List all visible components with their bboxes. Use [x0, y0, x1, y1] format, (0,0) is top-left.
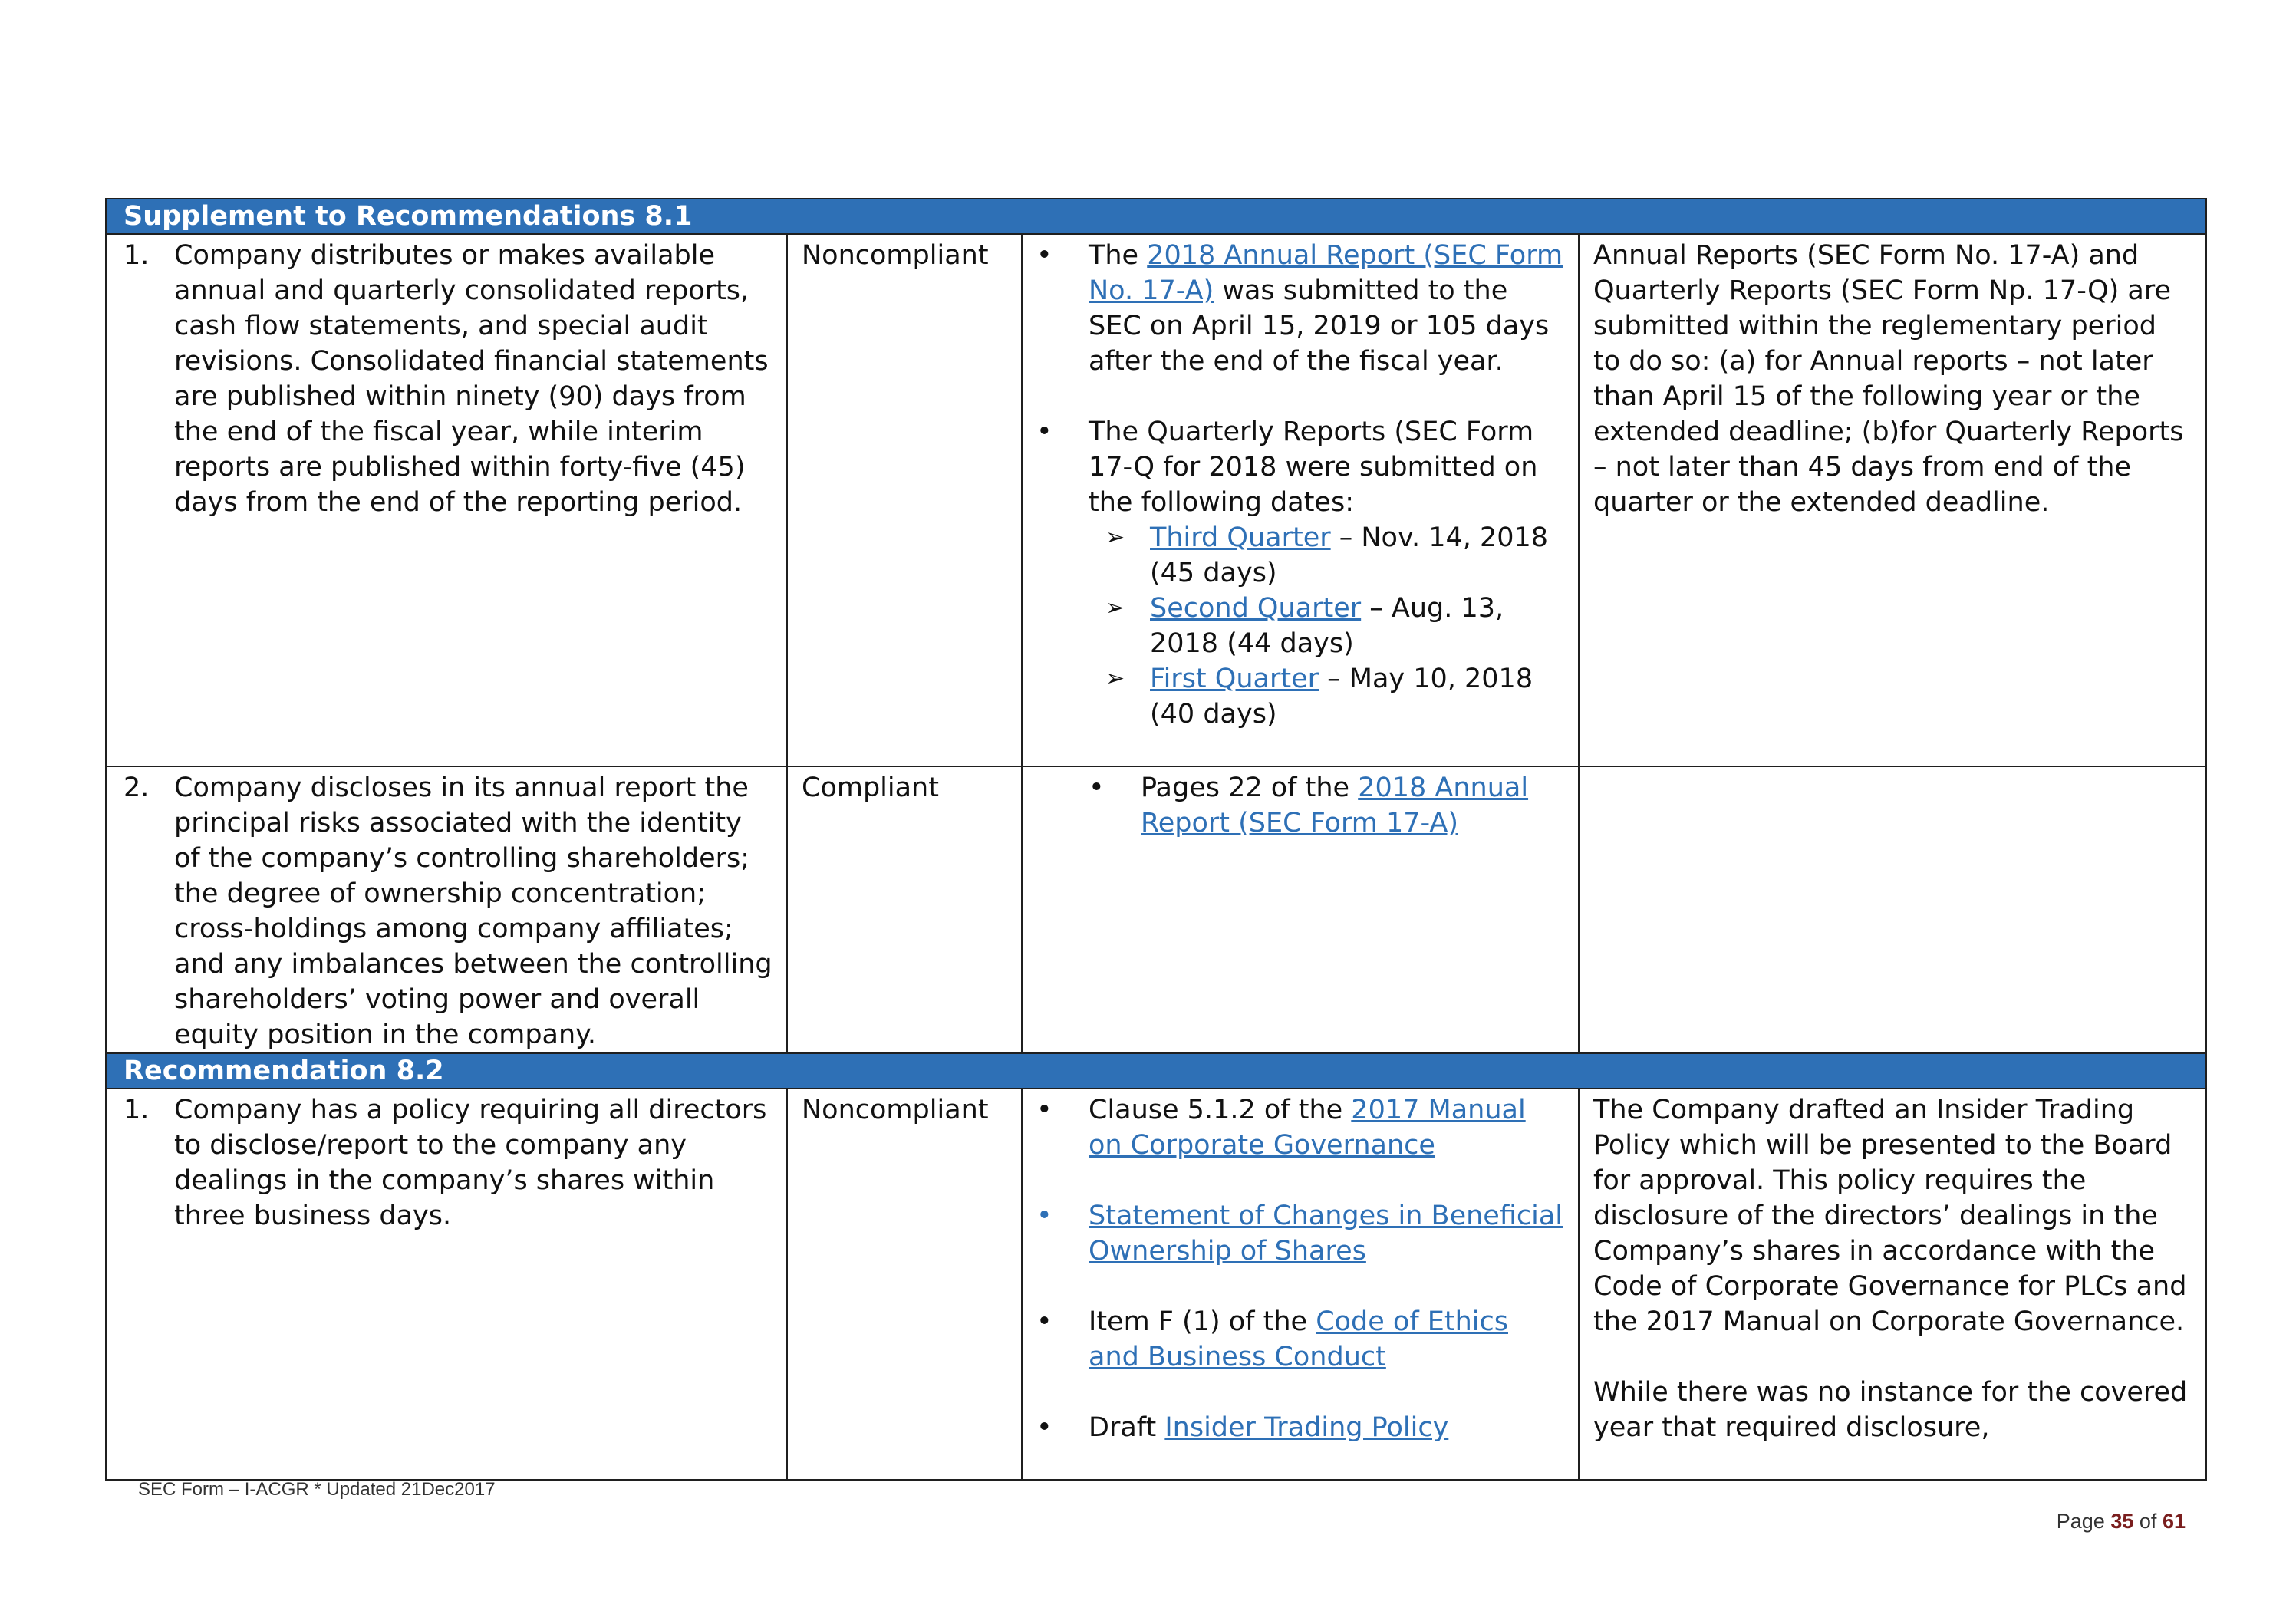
- evidence-cell: [1022, 766, 1579, 1053]
- row-number: 2.: [124, 772, 150, 803]
- evidence-item: [1036, 238, 1564, 379]
- annual-report-link[interactable]: 2018 Annual Report (SEC Form No. 17-A): [1089, 240, 1563, 306]
- evidence-item: [1089, 770, 1564, 841]
- quarter-item: [1089, 591, 1564, 661]
- quarter-date: – May 10, 2018 (40 days): [1150, 664, 1533, 730]
- quarter-item: [1089, 661, 1564, 732]
- explanation-cell: [1579, 1089, 2206, 1480]
- explanation-text: The Company drafted an Insider Trading Policy which will be presented to the Board for approval. This policy requires the disclosure of the directors’ dealings in the Company’s shares in accordance with the Code of Corporate Governance for PLCs and the 2017 Manual on Corporate Governance.: [1593, 1095, 2187, 1337]
- page-current: 35: [2110, 1510, 2134, 1533]
- evidence-text: The Quarterly Reports (SEC Form 17-Q for 2018 were submitted on the following dates:: [1089, 417, 1538, 518]
- explanation-cell: [1579, 234, 2206, 766]
- first-quarter-link[interactable]: First Quarter: [1150, 664, 1319, 694]
- status-cell: [787, 234, 1022, 766]
- page-of: of: [2139, 1510, 2157, 1533]
- evidence-text: Draft: [1089, 1412, 1165, 1443]
- evidence-cell: [1022, 1089, 1579, 1480]
- code-of-ethics-link[interactable]: Code of Ethics and Business Conduct: [1089, 1306, 1508, 1372]
- evidence-text: was submitted to the SEC on April 15, 2019 or 105 days after the end of the fiscal year.: [1089, 275, 1550, 377]
- evidence-item: [1036, 1304, 1564, 1375]
- evidence-item: [1036, 414, 1564, 732]
- explanation-text: While there was no instance for the covered year that required disclosure,: [1593, 1377, 2188, 1443]
- evidence-text: Item F (1) of the: [1089, 1306, 1316, 1337]
- status-text: Noncompliant: [802, 1095, 989, 1125]
- quarter-item: [1089, 520, 1564, 591]
- quarter-list: [1089, 520, 1564, 732]
- explanation-text: Annual Reports (SEC Form No. 17-A) and Quarterly Reports (SEC Form Np. 17-Q) are submitted within the reglementary period to do so: (a) for Annual reports – not later than April 15 of the following year or the extended deadline; (b)for Quarterly Reports – not later than 45 days from end of the quarter or the extended deadline.: [1593, 240, 2184, 518]
- row-number: 1.: [124, 240, 150, 271]
- section-title: Supplement to Recommendations 8.1: [106, 199, 2206, 234]
- explanation-cell: [1579, 766, 2206, 1053]
- evidence-item: [1036, 1410, 1564, 1445]
- page-number: [2057, 1510, 2186, 1533]
- insider-trading-policy-link[interactable]: Insider Trading Policy: [1164, 1412, 1449, 1443]
- table-row: [106, 234, 2206, 766]
- section-title: Recommendation 8.2: [106, 1053, 2206, 1089]
- page-total: 61: [2162, 1510, 2186, 1533]
- recommendation-cell: [106, 766, 787, 1053]
- status-text: Compliant: [802, 772, 939, 803]
- quarter-date: – Nov. 14, 2018 (45 days): [1150, 522, 1549, 588]
- table-row: [106, 1089, 2206, 1480]
- annual-report-link[interactable]: 2018 Annual Report (SEC Form 17-A): [1141, 772, 1529, 838]
- evidence-text: Pages 22 of the: [1141, 772, 1359, 803]
- evidence-list: [1036, 238, 1564, 732]
- status-text: Noncompliant: [802, 240, 989, 271]
- recommendation-text: Company discloses in its annual report the principal risks associated with the identity of the company’s controlling shareholders; the degree of ownership concentration; cross-holdings among company affiliates; and any imbalances between the controlling shareholders’ voting power and overall equity position in the company.: [174, 772, 772, 1050]
- evidence-list: [1036, 1092, 1564, 1445]
- page-word: Page: [2056, 1510, 2105, 1533]
- table-row: [106, 766, 2206, 1053]
- evidence-item: [1036, 1092, 1564, 1163]
- quarter-date: – Aug. 13, 2018 (44 days): [1150, 593, 1504, 659]
- second-quarter-link[interactable]: Second Quarter: [1150, 593, 1362, 624]
- row-number: 1.: [124, 1095, 150, 1125]
- form-label: SEC Form – I-ACGR * Updated 21Dec2017: [138, 1479, 496, 1500]
- section-header-row: [106, 1053, 2206, 1089]
- recommendation-cell: [106, 234, 787, 766]
- compliance-table: [105, 198, 2207, 1481]
- recommendation-cell: [106, 1089, 787, 1480]
- evidence-text: Clause 5.1.2 of the: [1089, 1095, 1352, 1125]
- manual-corporate-governance-link[interactable]: 2017 Manual on Corporate Governance: [1089, 1095, 1526, 1161]
- status-cell: [787, 1089, 1022, 1480]
- beneficial-ownership-link[interactable]: Statement of Changes in Beneficial Ownership of Shares: [1089, 1201, 1563, 1267]
- section-header-row: [106, 199, 2206, 234]
- evidence-list: [1036, 770, 1564, 841]
- status-cell: [787, 766, 1022, 1053]
- recommendation-text: Company has a policy requiring all directors to disclose/report to the company any dealings in the company’s shares within three business days.: [174, 1095, 767, 1231]
- evidence-item: [1036, 1198, 1564, 1269]
- third-quarter-link[interactable]: Third Quarter: [1150, 522, 1331, 553]
- recommendation-text: Company distributes or makes available annual and quarterly consolidated reports, cash flow statements, and special audit revisions. Consolidated financial statements are published within ninety (90) days from the end of the fiscal year, while interim reports are published within forty-five (45) days from the end of the reporting period.: [174, 240, 769, 518]
- evidence-text: The: [1089, 240, 1148, 271]
- evidence-cell: [1022, 234, 1579, 766]
